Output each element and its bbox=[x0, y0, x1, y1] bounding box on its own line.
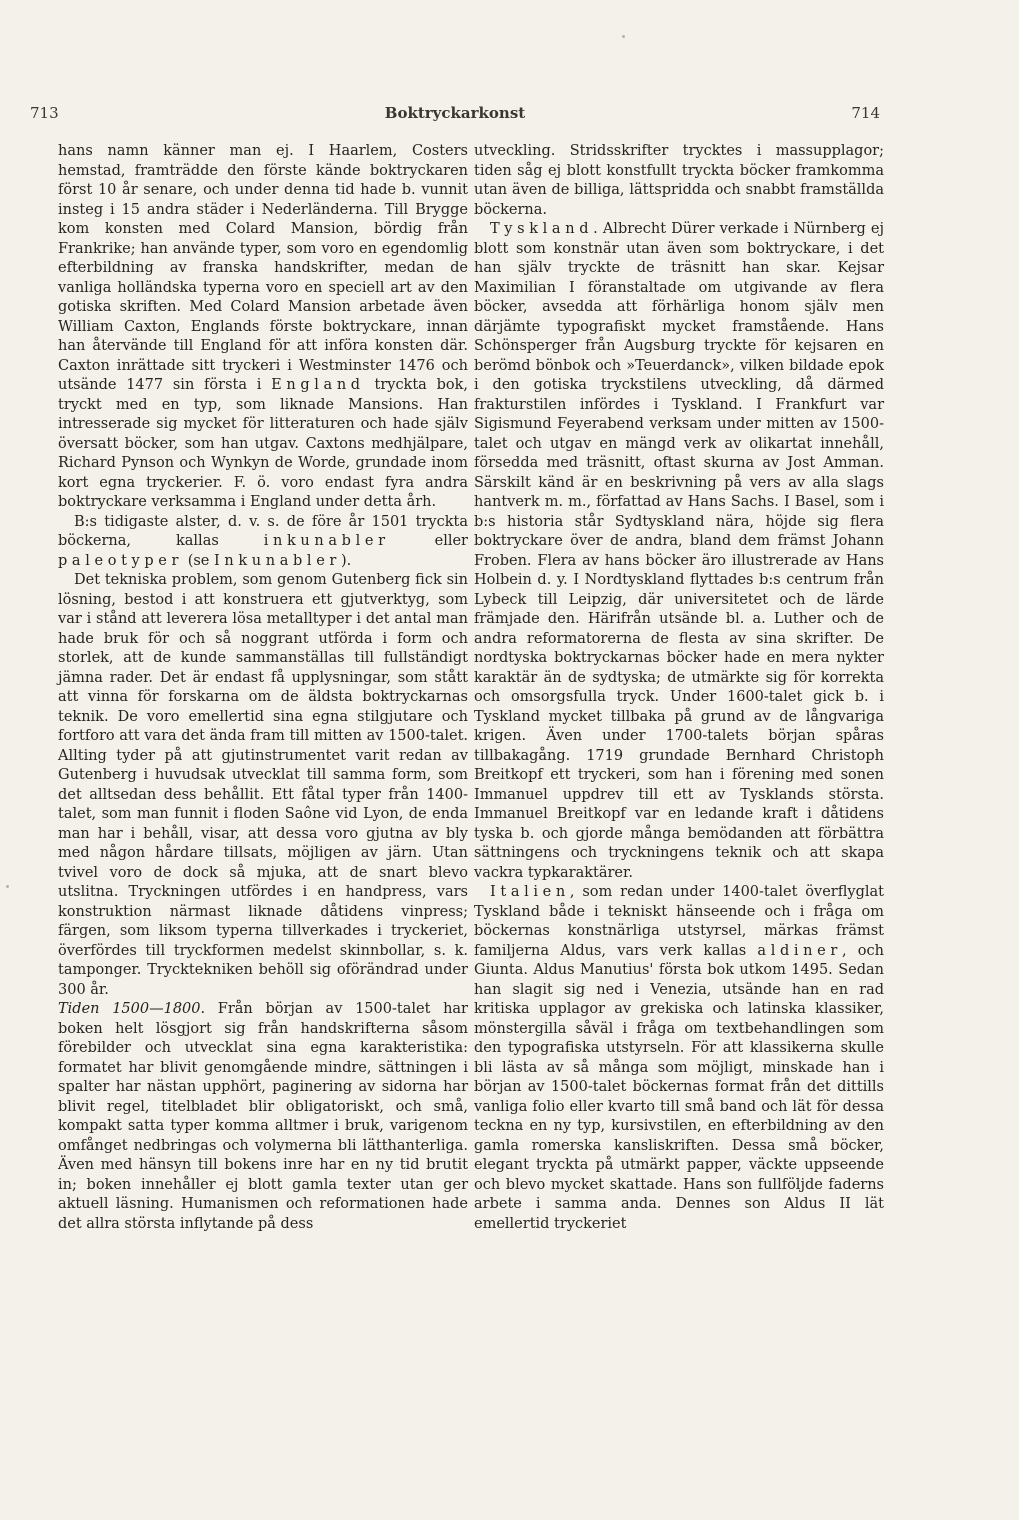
spaced-term: inkunabler bbox=[263, 533, 390, 549]
spaced-term: paleotyper bbox=[58, 552, 184, 569]
italic-heading: Tiden 1500—1800. bbox=[58, 1001, 206, 1017]
text-run: utveckling. Stridsskrifter trycktes i massupplagor; tiden såg ej blott konstfullt tryckta böcker framkomma utan även de billiga, lättspridda och snabbt framställda böckerna. bbox=[474, 143, 884, 218]
paragraph bbox=[58, 142, 468, 513]
text-run: Det tekniska problem, som genom Gutenberg fick sin lösning, bestod i att konstruera ett gjutverktyg, som var i stånd att leverera lösa metalltyper i det antal man hade bruk för och så noggrant utförda i form och storlek, att de kunde sammanställas till fullständigt jämna rader. Det är endast få upplysningar, som stått att vinna för forskarna om de äldsta boktryckarnas teknik. De voro emellertid sina egna stilgjutare och fortforo att vara det ända fram till mitten av 1500-talet. Allting tyder på att gjutinstrumentet varit redan av Gutenberg i huvudsak utvecklat till samma form, som det alltsedan dess behållit. Ett fåtal typer från 1400-talet, som man funnit i floden Saône vid Lyon, de enda man har i behåll, visar, att dessa voro gjutna av bly med någon hårdare tillsats, möjligen av järn. Utan tvivel voro de dock så mjuka, att de snart blevo utslitna. Tryckningen utfördes i en handpress, vars konstruktion närmast liknade dåtidens vinpress; färgen, som liksom typerna tillverkades i tryckeriet, överfördes till tryckformen medelst skinnbollar, s. k. tamponger. Trycktekniken behöll sig oförändrad under 300 år. bbox=[58, 572, 468, 998]
left-text-column bbox=[58, 142, 468, 1234]
right-text-column bbox=[474, 142, 884, 1234]
text-run: , som redan under 1400-talet överflyglat Tyskland både i tekniskt hänseende och i fråga om böckernas konstnärliga utstyrsel, märkas främst familjerna Aldus, vars verk kallas bbox=[474, 884, 884, 959]
running-header bbox=[30, 104, 880, 128]
paragraph bbox=[474, 220, 884, 883]
scan-speck bbox=[6, 885, 9, 888]
spaced-term: aldiner bbox=[757, 942, 842, 959]
running-title: Boktryckarkonst bbox=[384, 104, 526, 122]
paragraph bbox=[474, 883, 884, 1234]
text-run: (se bbox=[183, 552, 214, 569]
text-run: ). bbox=[341, 552, 352, 569]
text-run: hans namn känner man ej. I Haarlem, Costers hemstad, framträdde den förste kände boktryckaren först 10 år senare, och under denna tid hade b. vunnit insteg i 15 andra städer i Nederländerna. Till Brygge kom konsten med Colard Mansion, bördig från Frankrike; han använde typer, som voro en egendomlig efterbildning av franska handskrifter, medan de vanliga holländska typerna voro en speciell art av den gotiska skriften. Med Colard Mansion arbetade även William Caxton, Englands förste boktryckare, innan han återvände till England för att införa konsten där. Caxton inrättade sitt tryckeri i Westminster 1476 och utsände 1477 sin första i bbox=[58, 143, 468, 393]
paragraph bbox=[58, 513, 468, 572]
paragraph bbox=[58, 571, 468, 1000]
scan-speck bbox=[622, 35, 625, 38]
paragraph bbox=[58, 1000, 468, 1234]
spaced-term: Inkunabler bbox=[214, 552, 342, 569]
text-run: . Albrecht Dürer verkade i Nürnberg ej blott som konstnär utan även som boktryckare, i det han själv tryckte de träsnitt han skar. Kejsar Maximilian I föranstaltade om utgivande av flera böcker, avsedda att förhärliga honom själv men därjämte typografiskt mycket framstående. Hans Schönsperger från Augsburg tryckte för kejsaren en berömd bönbok och »Teuerdanck», vilken bildade epok i den gotiska tryckstilens utveckling, då därmed frakturstilen infördes i Tyskland. I Frankfurt var Sigismund Feyerabend verksam under mitten av 1500-talet och utgav en mängd verk av olikartat innehåll, försedda med träsnitt, oftast skurna av Jost Amman. Särskilt känd är en beskrivning på vers av alla slags hantverk m. m., författad av Hans Sachs. I Basel, som i b:s historia står Sydtyskland nära, höjde sig flera boktryckare över de andra, bland dem främst Johann Froben. Flera av hans böcker äro illustrerade av Hans Holbein d. y. I Nordtyskland flyttades b:s centrum från Lybeck till Leipzig, där universitetet och de lärde främjade den. Härifrån utsände bl. a. Luther och de andra reformatorerna de flesta av sina skrifter. De nordtyska boktryckarnas böcker hade en mera nykter karaktär än de sydtyska; de utmärkte sig för korrekta och omsorgsfulla tryck. Under 1600-talet gick b. i Tyskland mycket tillbaka på grund av de långvariga krigen. Även under 1700-talets början spåras tillbakagång. 1719 grundade Bernhard Christoph Breitkopf ett tryckeri, som han i förening med sonen Immanuel uppdrev till ett av Tysklands största. Immanuel Breitkopf var en ledande kraft i dåtidens tyska b. och gjorde många bemödanden att förbättra sättningens och tryckningens teknik och att skapa vackra typkaraktärer. bbox=[474, 221, 884, 881]
text-run: , och Giunta. Aldus Manutius' första bok utkom 1495. Sedan han slagit sig ned i Venezia, utsände han en rad kritiska upplagor av grekiska och latinska klassiker, mönstergilla såväl i fråga om textbehandlingen som den typografiska utstyrseln. För att klassikerna skulle bli lästa av så många som möjligt, minskade han i början av 1500-talet böckernas format från det dittills vanliga folio eller kvarto till små band och lät för dessa teckna en ny typ, kursivstilen, en efterbildning av den gamla romerska kansliskriften. Dessa små böcker, elegant tryckta på utmärkt papper, väckte uppseende och blevo mycket skattade. Hans son fullföljde faderns arbete i samma anda. Dennes son Aldus II lät emellertid tryckeriet bbox=[474, 942, 884, 1232]
paragraph bbox=[474, 142, 884, 220]
text-run: B:s tidigaste alster, d. v. s. de före år 1501 tryckta böckerna, kallas bbox=[58, 513, 468, 549]
spaced-term: England bbox=[271, 377, 365, 393]
spaced-term: Tyskland bbox=[490, 221, 594, 237]
page-number-right: 714 bbox=[851, 104, 880, 122]
text-run: eller bbox=[389, 533, 468, 549]
page-number-left: 713 bbox=[30, 104, 59, 122]
spaced-term: Italien bbox=[490, 884, 570, 900]
text-run: tryckta bok, tryckt med en typ, som liknade Mansions. Han intresserade sig mycket för litteraturen och hade själv översatt böcker, som han utgav. Caxtons medhjälpare, Richard Pynson och Wynkyn de Worde, grundade inom kort egna tryckerier. F. ö. voro endast fyra andra boktryckare verksamma i England under detta årh. bbox=[58, 377, 468, 510]
text-run: Från början av 1500-talet har boken helt lösgjort sig från handskrifterna såsom förebilder och utvecklat sina egna karakteristika: formatet har blivit genomgående mindre, sättningen i spalter har nästan upphört, paginering av sidorna har blivit regel, titelbladet blir obligatoriskt, och små, kompakt satta typer komma alltmer i bruk, varigenom omfånget nedbringas och volymerna bli lätthanterliga. Även med hänsyn till bokens inre har en ny tid brutit in; boken innehåller ej blott gamla texter utan ger aktuell läsning. Humanismen och reformationen hade det allra största inflytande på dess bbox=[58, 1001, 468, 1232]
